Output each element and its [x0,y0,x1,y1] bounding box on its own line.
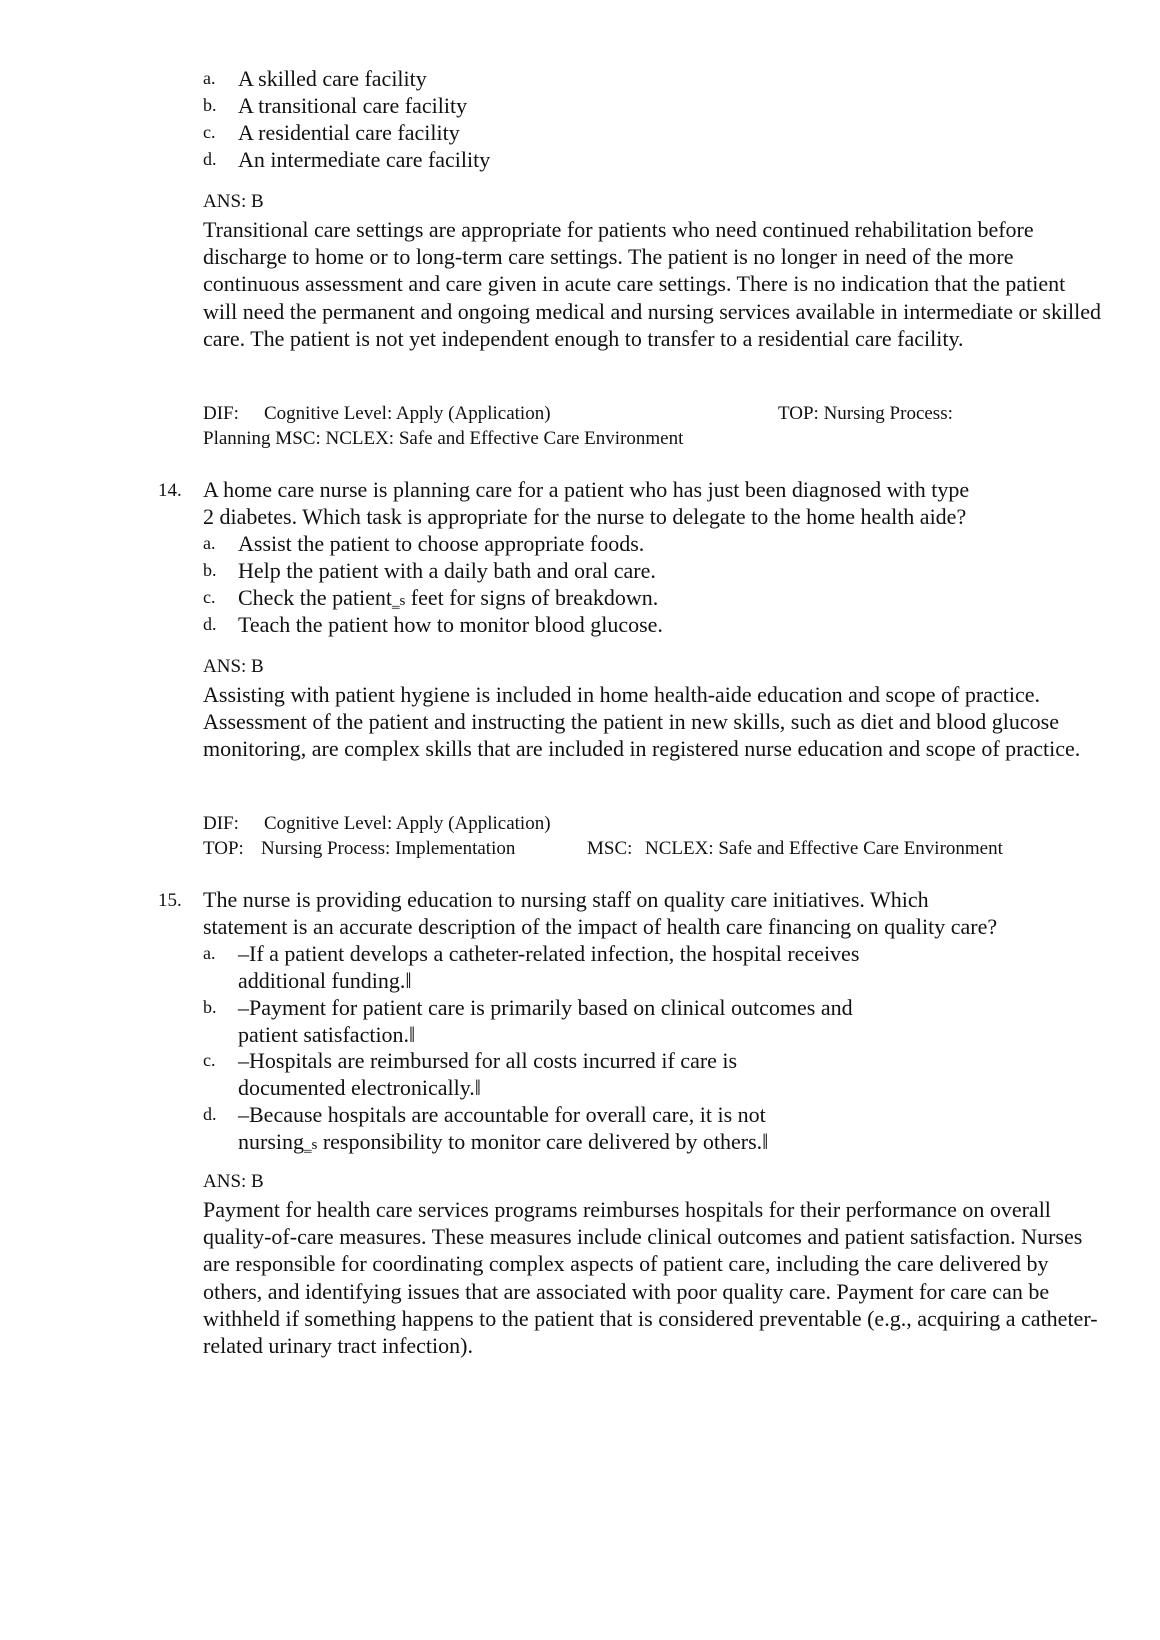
rationale: Payment for health care services programs reimburses hospitals for their performance on overall quality-of-care measures. These measures include clinical outcomes and patient satisfaction. Nurses are responsible for coordinating complex aspects of patient care, including the care delivered by others, and identifying issues that are associated with poor quality care. Payment for care can be withheld if something happens to the patient that is considered preventable (e.g., acquiring a catheter-related urinary tract infection). [203,1197,1098,1359]
option-text: additional funding.‖ [238,968,412,993]
option-text: An intermediate care facility [238,147,491,172]
answer-key: ANS: B [203,1171,264,1192]
option-label: d. [203,1104,217,1124]
meta-msc: NCLEX: Safe and Effective Care Environment [645,838,1003,859]
question-stem: A home care nurse is planning care for a patient who has just been diagnosed with type [203,477,970,502]
option-label: a. [203,533,216,553]
meta-msc: Planning MSC: NCLEX: Safe and Effective Care Environment [203,428,684,449]
question-number: 14. [158,480,182,501]
meta-msc-label: MSC: [587,838,633,859]
question-number: 15. [158,890,182,911]
option-text: nursing‗s responsibility to monitor care delivered by others.‖ [238,1129,769,1154]
option-label: c. [203,122,216,142]
meta-topic-label: TOP: [203,838,244,859]
option-text: Assist the patient to choose appropriate foods. [238,531,645,556]
meta-topic: Nursing Process: Implementation [261,838,516,859]
option-label: b. [203,560,217,580]
option-text: Help the patient with a daily bath and oral care. [238,558,656,583]
option-text: Check the patient‗s feet for signs of breakdown. [238,585,659,610]
option-label: b. [203,95,217,115]
answer-key: ANS: B [203,191,264,212]
option-text: A residential care facility [238,120,460,145]
option-label: c. [203,587,216,607]
meta-difficulty: DIF: [203,813,239,834]
rationale: Transitional care settings are appropriate for patients who need continued rehabilitation before discharge to home or to long-term care settings. The patient is no longer in need of the more continuous assessment and care given in acute care settings. There is no indication that the patient will need the permanent and ongoing medical and nursing services available in intermediate or skilled care. The patient is not yet independent enough to transfer to a residential care facility. [203,217,1102,351]
question-stem: 2 diabetes. Which task is appropriate for the nurse to delegate to the home health aide? [203,504,967,529]
option-text: –Hospitals are reimbursed for all costs incurred if care is [238,1048,738,1073]
answer-key: ANS: B [203,656,264,677]
question-stem: statement is an accurate description of the impact of health care financing on quality care? [203,914,998,939]
option-label: c. [203,1050,216,1070]
meta-cognitive-level: Cognitive Level: Apply (Application) [264,403,551,424]
option-text: Teach the patient how to monitor blood glucose. [238,612,663,637]
meta-cognitive-level: Cognitive Level: Apply (Application) [264,813,551,834]
option-text: patient satisfaction.‖ [238,1022,416,1047]
meta-difficulty: DIF: [203,403,239,424]
option-label: a. [203,68,216,88]
option-text: –Because hospitals are accountable for overall care, it is not [238,1102,766,1127]
rationale: Assisting with patient hygiene is included in home health-aide education and scope of practice. Assessment of the patient and instructing the patient in new skills, such as diet and blood glucose monitoring, are complex skills that are included in registered nurse education and scope of practice. [203,682,1081,762]
option-label: a. [203,943,216,963]
option-text: documented electronically.‖ [238,1075,481,1100]
option-text: A skilled care facility [238,66,427,91]
option-text: –If a patient develops a catheter-related infection, the hospital receives [238,941,860,966]
option-label: d. [203,614,217,634]
option-label: d. [203,149,217,169]
option-text: A transitional care facility [238,93,468,118]
option-text: –Payment for patient care is primarily based on clinical outcomes and [238,995,853,1020]
meta-topic: TOP: Nursing Process: [778,403,953,424]
option-label: b. [203,997,217,1017]
question-stem: The nurse is providing education to nursing staff on quality care initiatives. Which [203,887,929,912]
